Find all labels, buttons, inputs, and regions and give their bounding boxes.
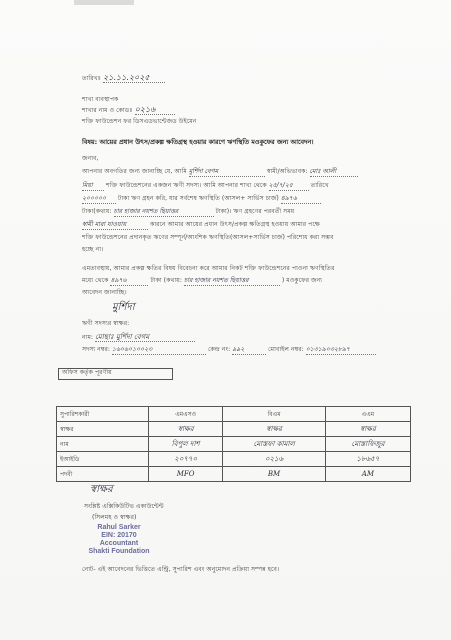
scan-mark (74, 0, 134, 5)
text: আপনার অবগতির জন্য জানাচ্ছি যে, আমি (82, 168, 187, 175)
body-line-7: হচ্ছে না। (82, 246, 104, 253)
table-header-row (57, 407, 411, 422)
waiver-in-words: চার হাজার নয়শত ছিয়াত্তর (184, 277, 280, 286)
organization-name: শক্তি ফাউন্ডেশন ফর ডিসএডভান্টেজড উইমেন (82, 118, 197, 125)
text: টাকা (কথায়: (150, 277, 182, 284)
body-line-6: শক্তি ফাউন্ডেশনের প্রদানকৃত ঋণের সম্পূর্ন/আংশিক ঋণস্থিতি(আসল+সার্ভিস চার্জ) পরিশোধ করা সম্ভব (82, 234, 334, 241)
body-line-4 (82, 208, 294, 217)
applicant-name: মুর্শিদা বেগম (189, 168, 265, 177)
office-use-title: অফিস কর্তৃক পূরণীয় (58, 368, 173, 380)
branch-label: শাখার নাম ও কোডঃ (82, 107, 133, 114)
row-label-signature: স্বাক্ষর (57, 422, 149, 437)
stamp-role: Accountant (99, 540, 139, 547)
date-label: তারিখঃ (82, 75, 101, 82)
seal-signature-label: (সিলমহ ও স্বাক্ষর) (92, 514, 137, 521)
text: টাকা)। ঋণ গ্রহণের পরবর্তী সময় (215, 208, 295, 215)
guardian-name: মোঃ আলী (310, 168, 358, 177)
header-recommender: সুপারিশকারী (57, 407, 149, 422)
header-mso: এমএসও (149, 407, 223, 422)
table-row (57, 437, 411, 452)
text: তারিখে (310, 182, 329, 189)
row-label-eid: ইআইডি (57, 452, 149, 467)
loss-reason: স্বামী মারা যাওয়ায় (82, 221, 148, 230)
bm-designation: BM (223, 467, 326, 482)
header-am: এএম (325, 407, 410, 422)
text: টাকা ঋণ গ্রহন করি, যার সর্বশেষ ঋণস্থিতি (আসল+ সার্ভিস চার্জ) (117, 195, 279, 202)
addressee: শাখা ব্যবস্থাপক (82, 96, 119, 103)
am-eid: ১৮৬৫৭ (325, 452, 410, 467)
mso-signature: স্বাক্ষর (149, 422, 223, 437)
text: টাকা(কথায়: (82, 208, 112, 215)
center-number: ৯৯২ (232, 346, 266, 355)
bm-name: মোস্তফা কামাল (223, 437, 326, 452)
date-line (82, 74, 165, 83)
text: নাম: (82, 334, 94, 341)
recommendation-table (56, 406, 411, 482)
mso-designation: MFO (149, 467, 223, 482)
body-line-3 (82, 195, 321, 204)
row-label-designation: পদবী (57, 467, 149, 482)
text: মধ্যে থেকে (82, 277, 109, 284)
request-line-2 (82, 277, 322, 286)
footer-note: নোট- এই আবেদনের ভিত্তিতে এন্ট্রি, সুপারিশ এবং অনুমোদন প্রক্রিয়া সম্পন্ন হবে। (82, 566, 280, 573)
text: শক্তি ফাউন্ডেশনের একজন ঋণী সদস্য। আমি আপনার শাখা থেকে (105, 182, 267, 189)
stamp-org: Shakti Foundation (88, 548, 150, 555)
text: মোবাইল নম্বর: (268, 346, 304, 353)
signature-label: ঋণী সদস্যর স্বাক্ষর: (82, 320, 130, 327)
body-line-1 (82, 168, 358, 177)
salutation: জনাব, (82, 155, 99, 162)
mobile-number: ০১৩১৯০৩২৮৯৭ (306, 346, 376, 355)
table-row (57, 452, 411, 467)
member-ids-line (82, 346, 376, 355)
subject-line: বিষয়: আয়ের প্রধান উৎস/প্রকল্প ক্ষতিগ্রস্থ হওয়ার কারণে ঋণস্থিতি মওকুফের জন্য আবেদন। (82, 138, 314, 146)
accountant-signature: স্বাক্ষর (90, 484, 113, 495)
date-value: ২১.১১.২০২৫ (103, 74, 165, 83)
balance-in-words: চার হাজার নয়শত ছিয়াত্তর (114, 208, 214, 217)
table-row (57, 422, 411, 437)
text: কারনে আমার আয়ের প্রধান উৎস/প্রকল্প ক্ষতিগ্রস্থ হওয়ায় আমার পক্ষে (149, 221, 320, 228)
mso-name: বিপুল দাশ (149, 437, 223, 452)
am-name: মোস্তাফিজুর (325, 437, 410, 452)
branch-line (82, 106, 175, 115)
am-designation: AM (325, 467, 410, 482)
waiver-amount: ৪৯৭৬ (110, 277, 148, 286)
member-name-line (82, 333, 195, 342)
table-row (57, 467, 411, 482)
outstanding-balance: ৪৯৭৬ (281, 195, 321, 204)
guardian-name-cont: মিয়া (82, 182, 104, 191)
body-line-2 (82, 182, 329, 191)
am-signature: স্বাক্ষর (325, 422, 410, 437)
row-label-name: নাম (57, 437, 149, 452)
text: ) মওকুফের জন্য (281, 277, 322, 284)
stamp-name: Rahul Sarker (97, 524, 141, 531)
bm-eid: ০২১৬ (223, 452, 326, 467)
text: সদস্য নম্বর: (82, 346, 111, 353)
stamp-ein: EIN: 20170 (101, 532, 137, 539)
member-signature: মুর্শিদা (112, 302, 135, 313)
mso-eid: ২০৭৭০ (149, 452, 223, 467)
header-bm: বিএম (223, 407, 326, 422)
text: কেন্দ্র নং: (207, 346, 231, 353)
member-number: ১৬০৬০১০০২৩ (112, 346, 206, 355)
member-name: মোছাঃ মুর্শিদা বেগম (95, 333, 195, 342)
accountant-title: সংশ্লিষ্ট এক্সিকিউটিভ একাউন্টেন্ট (84, 503, 164, 510)
branch-code: ০২১৬ (135, 106, 175, 115)
request-line-1: এমতাবস্থায়, আমার প্রকল্প ক্ষতির বিষয় বিবেচনা করে আমার নিকট শক্তি ফাউন্ডেশনের পাওনা ঋণস্থিতির (82, 265, 335, 272)
loan-date: ২৫/৭/২৫ (269, 182, 309, 191)
text: স্বামী/অভিভাবক: (266, 168, 308, 175)
request-line-3: আবেদন জানাচ্ছি। (82, 289, 127, 296)
accountant-stamp (81, 524, 157, 556)
loan-amount: ২০০০০০ (82, 195, 116, 204)
bm-signature: স্বাক্ষর (223, 422, 326, 437)
body-line-5 (82, 221, 320, 230)
